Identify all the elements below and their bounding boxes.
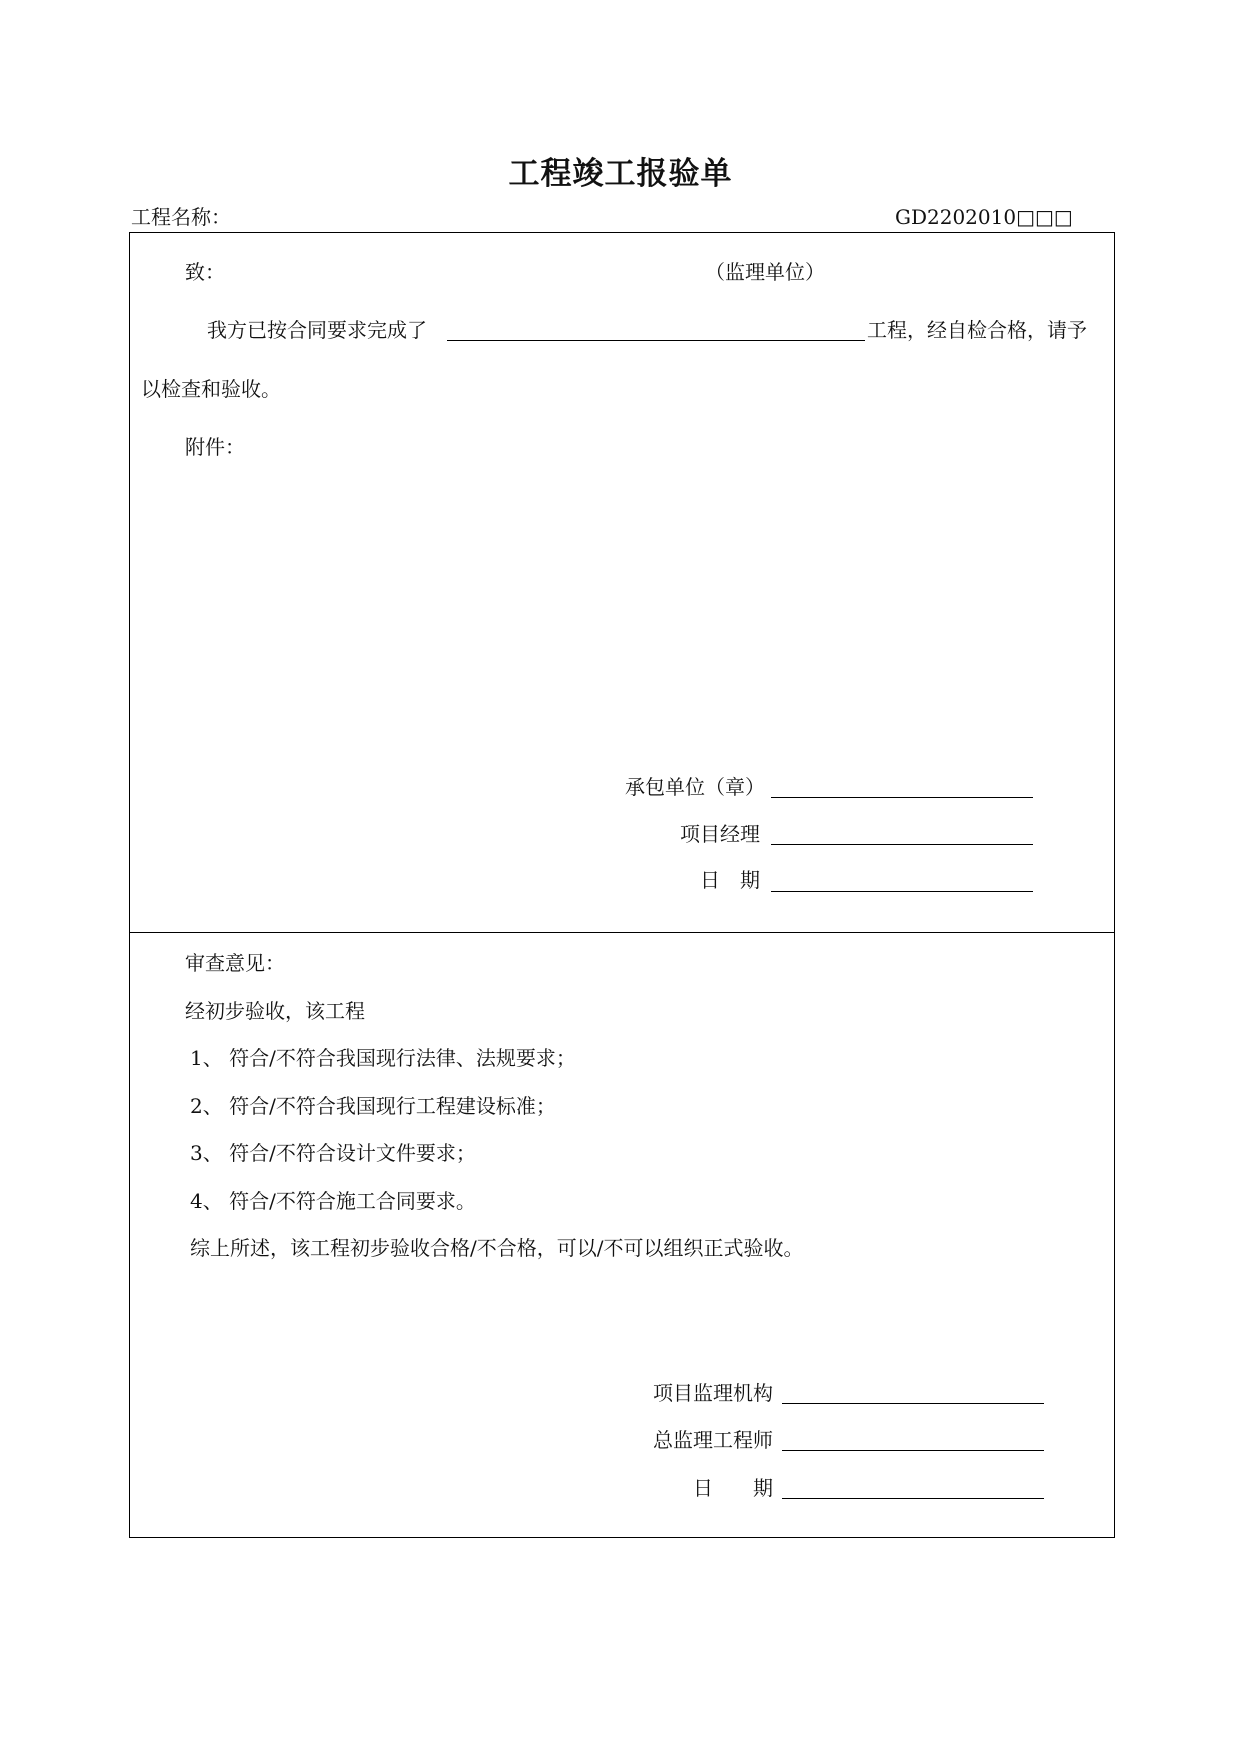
application-date-field[interactable]: [771, 891, 1033, 892]
review-item: 4、 符合/不符合施工合同要求。: [190, 1189, 476, 1213]
review-item: 2、 符合/不符合我国现行工程建设标准；: [190, 1094, 556, 1118]
to-label: 致：: [185, 260, 225, 284]
review-label: 审查意见：: [185, 951, 285, 975]
supervision-agency-label: 项目监理机构: [653, 1381, 773, 1405]
chief-supervisor-field[interactable]: [782, 1450, 1044, 1451]
review-date-label: 日 期: [693, 1476, 773, 1500]
review-intro: 经初步验收，该工程: [185, 999, 365, 1023]
contractor-seal-label: 承包单位（章）: [625, 775, 765, 799]
chief-supervisor-label: 总监理工程师: [653, 1428, 773, 1452]
project-manager-field[interactable]: [771, 844, 1033, 845]
project-name-label: 工程名称：: [131, 205, 231, 229]
completed-project-field[interactable]: [447, 340, 865, 341]
supervisor-unit-label: （监理单位）: [705, 260, 825, 284]
application-body-end: 以检查和验收。: [141, 377, 281, 401]
form-code: GD2202010□□□: [895, 205, 1073, 229]
contractor-seal-field[interactable]: [771, 797, 1033, 798]
application-body-start: 我方已按合同要求完成了: [207, 318, 427, 342]
review-item: 3、 符合/不符合设计文件要求；: [190, 1141, 476, 1165]
review-date-field[interactable]: [782, 1498, 1044, 1499]
project-manager-label: 项目经理: [680, 822, 760, 846]
review-item: 1、 符合/不符合我国现行法律、法规要求；: [190, 1046, 576, 1070]
review-conclusion: 综上所述，该工程初步验收合格/不合格，可以/不可以组织正式验收。: [190, 1236, 804, 1260]
supervision-agency-field[interactable]: [782, 1403, 1044, 1404]
application-date-label: 日 期: [700, 868, 760, 892]
attachment-label: 附件：: [185, 435, 245, 459]
page-title: 工程竣工报验单: [508, 156, 733, 192]
application-body-mid: 工程，经自检合格，请予: [867, 318, 1087, 342]
